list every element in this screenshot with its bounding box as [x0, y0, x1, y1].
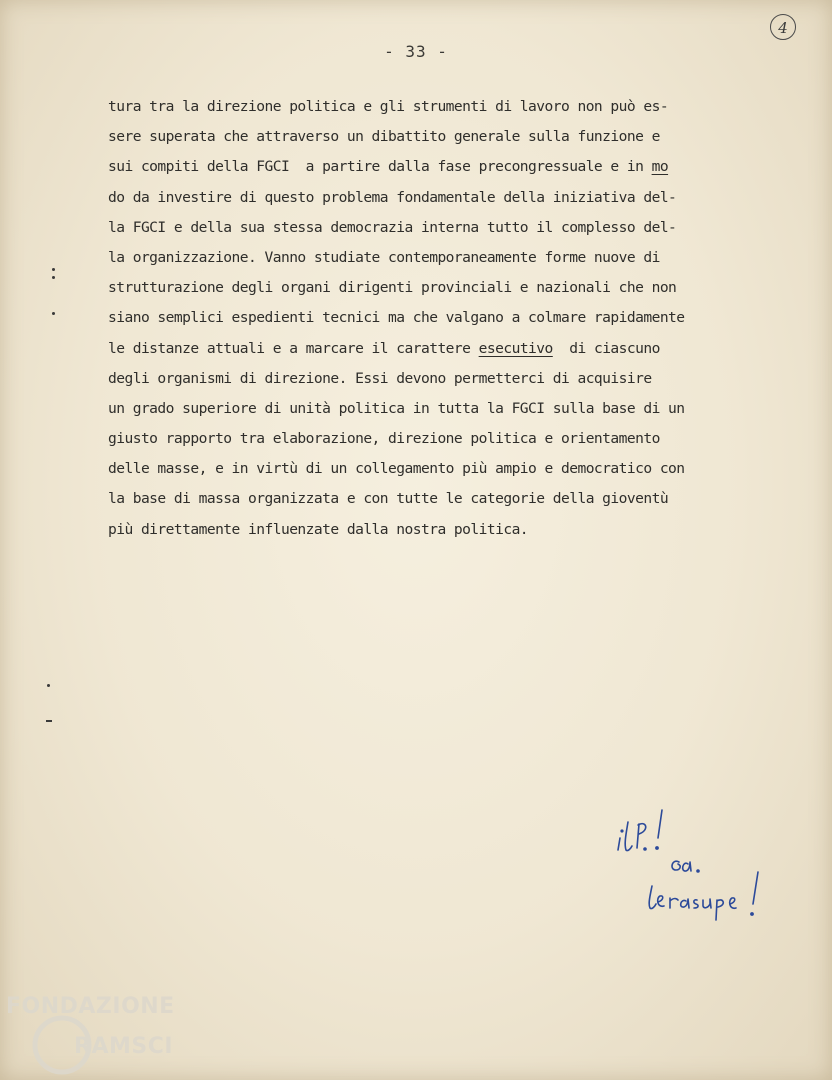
margin-mark — [52, 276, 55, 279]
fondazione-gramsci-watermark — [4, 985, 214, 1075]
text-line: giusto rapporto tra elaborazione, direzione politica e orientamento — [108, 430, 660, 448]
svg-text:RAMSCI: RAMSCI — [74, 1034, 174, 1059]
text-line: un grado superiore di unità politica in tutta la FGCI sulla base di un — [108, 399, 685, 417]
text-line: le distanze attuali e a marcare il carattere esecutivo di ciascuno — [108, 339, 660, 357]
margin-mark — [47, 684, 50, 687]
text-line: do da investire di questo problema fondamentale della iniziativa del- — [108, 188, 677, 206]
margin-mark — [52, 268, 55, 271]
archive-corner-mark: 4 — [770, 14, 796, 40]
page-number: - 33 - — [384, 42, 448, 61]
handwritten-note — [612, 800, 792, 930]
text-line: degli organismi di direzione. Essi devono permetterci di acquisire — [108, 369, 652, 387]
text-line: la organizzazione. Vanno studiate contemporaneamente forme nuove di — [108, 248, 660, 266]
underlined-word: mo — [651, 158, 669, 176]
text-line: sui compiti della FGCI a partire dalla fase precongressuale e in mo — [108, 158, 669, 176]
typewritten-text — [108, 92, 794, 545]
text-line: strutturazione degli organi dirigenti provinciali e nazionali che non — [108, 279, 677, 297]
underlined-word: esecutivo — [478, 339, 553, 357]
text-line: siano semplici espedienti tecnici ma che valgano a colmare rapidamente — [108, 309, 685, 327]
svg-text:FONDAZIONE: FONDAZIONE — [6, 994, 175, 1019]
margin-mark — [46, 720, 52, 722]
text-line: la FGCI e della sua stessa democrazia interna tutto il complesso del- — [108, 218, 677, 236]
text-line: più direttamente influenzate dalla nostra politica. — [108, 520, 529, 538]
text-line: sere superata che attraverso un dibattito generale sulla funzione e — [108, 128, 660, 146]
text-line: delle masse, e in virtù di un collegamento più ampio e democratico con — [108, 460, 685, 478]
margin-mark — [52, 312, 55, 315]
text-line: tura tra la direzione politica e gli strumenti di lavoro non può es- — [108, 98, 669, 115]
text-line: la base di massa organizzata e con tutte le categorie della gioventù — [108, 490, 669, 508]
